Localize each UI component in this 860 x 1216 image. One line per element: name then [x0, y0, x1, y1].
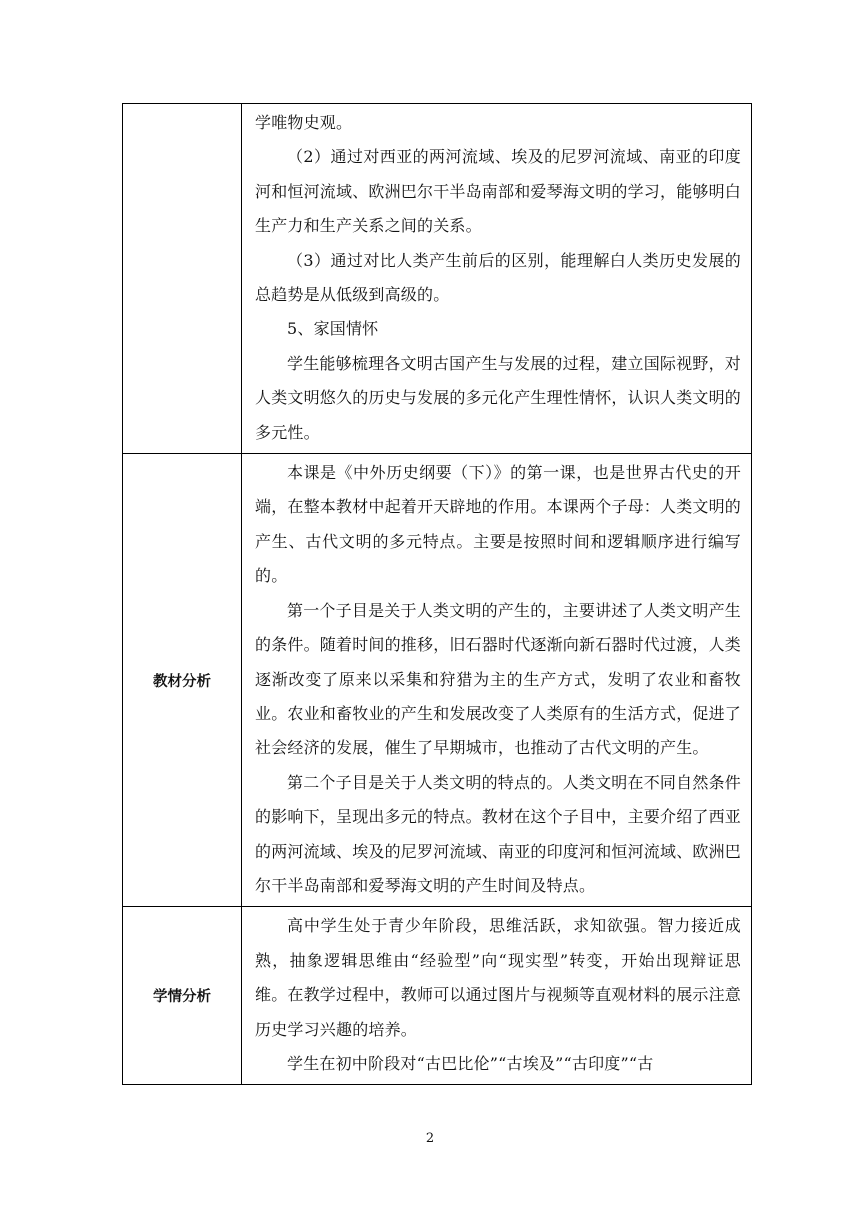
paragraph: 高中学生处于青少年阶段，思维活跃，求知欲强。智力接近成熟，抽象逻辑思维由“经验型”向“现实型”转变，开始出现辩证思维。在教学过程中，教师可以通过图片与视频等直观材料的展示注意历史学习兴趣的培养。 — [255, 916, 742, 1039]
paragraph: 第一个子目是关于人类文明的产生的，主要讲述了人类文明产生的条件。随着时间的推移，旧石器时代逐渐向新石器时代过渡，人类逐渐改变了原来以采集和狩猎为主的生产方式，发明了农业和畜牧业。农业和畜牧业的产生和发展改变了人类原有的生活方式，促进了社会经济的发展，催生了早期城市，也推动了古代文明的产生。 — [255, 600, 742, 758]
row-label: 教材分析 — [123, 454, 242, 907]
table-row — [123, 104, 752, 454]
lesson-plan-table — [122, 103, 752, 1085]
paragraph: 学唯物史观。 — [255, 113, 353, 132]
row-label — [123, 104, 242, 454]
paragraph: 学生能够梳理各文明古国产生与发展的过程，建立国际视野，对人类文明悠久的历史与发展的多元化产生理性情怀，认识人类文明的多元性。 — [255, 353, 742, 442]
row-content — [242, 104, 752, 454]
paragraph: 本课是《中外历史纲要（下）》的第一课，也是世界古代史的开端，在整本教材中起着开天辟地的作用。本课两个子母：人类文明的产生、古代文明的多元特点。主要是按照时间和逻辑顺序进行编写的。 — [255, 463, 742, 586]
paragraph: （3）通过对比人类产生前后的区别，能理解白人类历史发展的总趋势是从低级到高级的。 — [255, 250, 741, 305]
row-label: 学情分析 — [123, 907, 242, 1085]
page-number: 2 — [425, 1131, 435, 1146]
paragraph: 5、家国情怀 — [287, 319, 379, 339]
paragraph: （2）通过对西亚的两河流域、埃及的尼罗河流域、南亚的印度河和恒河流域、欧洲巴尔干半岛南部和爱琴海文明的学习，能够明白生产力和生产关系之间的关系。 — [255, 147, 742, 236]
table-row — [123, 907, 752, 1085]
row-content — [242, 454, 752, 907]
paragraph: 第二个子目是关于人类文明的特点的。人类文明在不同自然条件的影响下，呈现出多元的特点。教材在这个子目中，主要介绍了西亚的两河流域、埃及的尼罗河流域、南亚的印度河和恒河流域、欧洲巴尔干半岛南部和爱琴海文明的产生时间及特点。 — [255, 772, 742, 895]
table-row — [123, 454, 752, 907]
paragraph: 学生在初中阶段对“古巴比伦”“古埃及”“古印度”“古 — [287, 1053, 654, 1073]
row-content — [242, 907, 752, 1085]
